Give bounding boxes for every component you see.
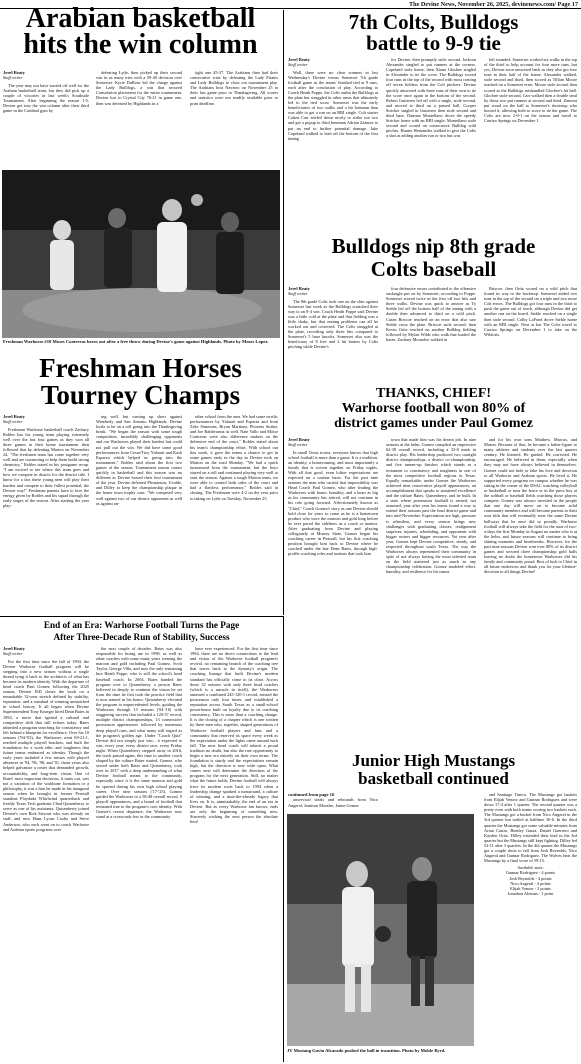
colts-headline: [286, 12, 581, 54]
bulldogs-text-2: four defensive errors contributed to the offensive onslaught put on by Somerset, according to Poppe. Somerset scored twice in the first off two hits and three walks. Devine was quick to answer as Ty Stehle led off the bottom half of the inning with a double then advanced to third on a wild pitch. Casen Briscoe reached on an error that also saw Stehle cross the plate. Briscoe stole second, then Kevin Ortiz reached on another Bulldog fielding followed by Mylan Wilds who walk that loaded the bases. Zachary Montalvo walked in: [386, 286, 476, 342]
arabian-byline-role: Staff writer: [3, 75, 23, 81]
page-header-text: The Devine News, November 26, 2025, devinenews.com/ Page 17: [409, 1, 578, 8]
era-headline-line1: End of an Era: Warhorse Football Turns the Page: [43, 620, 240, 630]
bulldogs-headline-line2: Colts baseball: [370, 257, 497, 281]
chief-text-3: and for his own sons Matthew, Marcus, and Mason. Because of that, he became a father-figure to many athletes and students over the last quarter century. He listened. He guided. He corrected. He encouraged. He believed in them, especially when they may not have always believed in themselves. Gomez could not hide or fake his love and devotion to all Warhorse and Arabian sports. He lived it. He supported every program on campus whether he was sitting in the corner of the DSAC watching volleyball or basketball or near the fence or in the press box at the softball or baseball fields watching those players compete. Gomez was always invested in the people that one day will move on to become solid community members and will become parents to their own kids that will eventually wear the same Devine hallways that he once did so proudly. Warhorse football will always take the field for the start of two-a-days the first Monday in August no matter who is at the helm, and future seasons will continue to bring shining moments and heartbreaks. However, for the past nine seasons Devine won over 80% of its district games and secured three championship gold balls leaving no doubt the hometown Warhorses did his family and community proud. Best of luck to Chief in all future endeavors and thank you for your lifetime-devotion to all things Devine!: [484, 437, 577, 575]
era-text-1: For the first time since the fall of 1994, the Devine Warhorse football program will be stepping into a new season without a single thread tying it back to the architects of what has become its modern identity. With the departure of head coach Paul Gomez following the 2025 season, Devine ISD closes the book on a remarkable 32-year stretch defined by stability, reputation, and a standard of winning unmatched in school history. It all began when Devine Superintendent Tony Krueger hired Dean Bates in 1994, a move that ignited a cultural and competitive shift that still echoes today. Bates inherited a program searching for consistency and left behind a blueprint for excellence. Over his 10 seasons ('94-'03), the Warhorses went 69-21-1, reached multiple playoff brackets, and built the foundation for a work ethic and toughness that future teams embraced as identity. Though the early years included a few misses with playoff absences in '94, '96, '98, and '01, those years also helped galvanize a roster that demanded growth, accountability, and long-term vision. One of Bates' most important decisions, it turns out, was not a variation of the wishbone formation or a philosophy, it was a hire he made in his inaugural season when he brought in former Pearsall standout Floydada Whirlwind quarterback and freshly Texas Tech graduate Chad Quisenberry to serve as one of his assistants. Quisenberry joined Devine's own Rick Stewart who was already on staff, and now Hans Lyons Cozby and Steve Anderson, who each went on to coach Warhorse and Arabian sports programs over: [3, 658, 89, 832]
era-byline-role: Staff writer: [3, 651, 23, 657]
stat-line: Josh Reynolds - 4 points: [509, 875, 552, 881]
freshman-photo-caption: Freshman Warhorse #10 Moses Contreras boxes out after a free throw during Devine's game against Highlands. Photo by Moses Lopez.: [3, 339, 269, 344]
mustangs-photo-caption: JV Mustang Gavin Alvarado pushed the ball in transition. Photo by Moble Byrd.: [287, 1048, 446, 1053]
arabian-byline: Jerel Beaty: [3, 70, 25, 75]
mustangs-stats-list: [484, 870, 577, 895]
arabian-headline: [0, 3, 281, 60]
bottom-column-divider: [283, 616, 284, 1062]
bulldogs-headline-line1: Bulldogs nip 8th grade: [331, 234, 536, 258]
colts-headline-line2: battle to 9-9 tie: [366, 31, 501, 55]
mustangs-col1b: [386, 792, 476, 812]
chief-col2: [386, 437, 476, 749]
stat-line: Nico Angeral - 4 points: [510, 880, 551, 886]
mustangs-headline: [286, 752, 581, 788]
mustangs-text-2: and Santiago Tineco. The Mustangs got baskets from Elijah Venzor and Gunnar Rodriguez and were down 17-4 after 1 quarter. The second quarter was a pretty even with both teams scoring two baskets each. The Mustangs got a bucket from Nico Angeral in the 3rd quarter but trailed at halftime 36-6. In the third quarter the Mustangs got some valuable minutes from Arian Castro, Bentley Garza, Daniel Guerrero and Kayden Ortiz. Dilley extended their lead in the 3rd quarter but the Mustangs still kept fighting. Dilley led 52-11 after 3 quarters. In the 4th quarter the Mustangs got a couple shots to fall from Josh Reynolds, Nico Angeral and Gunnar Rodriguez. The Wolves beat the Mustangs by a final score of 59-15.: [484, 792, 577, 864]
arabian-text-2: defeating Lytle, then picked up their second win in as many tries with a 59-40 decision over Somerset. Kyrie DuBose led the charge against the Lady Bulldogs, a win that secured Consolation placement for the entire tournament. Devine lost to Crystal City 76-21 in game one, then was defeated by Highlands in a: [96, 70, 182, 106]
bulldogs-text-3: Briscoe, then Ortiz scored on a wild pitch that found its way to the backstop. Somerset added two runs in the top of the second on a triple and two more Colt errors. The Bulldogs got four runs in the third to push the game out of reach, although Devine did get another run on the board. Stehle reached on a single then stole second. Colby LaFond drove Stehle home with an RBI single. Next at bat The Colts travel to Carrizo Springs on December 1 to take on the Wildcats.: [484, 286, 577, 337]
arabian-text-1: The year may not have started off well for the Arabian basketball team, but they did pick up a couple of victories in last week's Southside Tournament. After beginning the season 1-5, Devine got into the win column after their third game in the Cardinal gym by: [3, 82, 89, 113]
chief-byline: Jerel Beaty: [288, 437, 310, 442]
mustangs-photo-image: [287, 814, 474, 1046]
colts-text-1: Well, there were no clear winners in last Wednesday's Devine versus Somerset 7th grade football game as the teams' finished tied at 9 runs, each after the conclusion of play. According to Coach Heath Poppe, the Colts outhit the Bulldogs at the plate but struggled in other areas that ultimately led to the tied score. Somerset was the early beneficiaries of two walks and a hit batsman than was able to get a run on an RBI single. Colt starter Cohen Carr settled down nicely to strike out two and get a popup to third baseman Adrian Zamora to put an end to further potential damage. Jake Copeland walked to lead off the bottom of the first inning: [288, 69, 378, 141]
colts-col1: [288, 57, 378, 229]
freshman-col1: [3, 414, 89, 614]
column-divider: [283, 10, 284, 615]
colts-col3: [484, 57, 577, 229]
era-col2: [96, 646, 182, 1062]
colts-byline: Jerel Beaty: [288, 57, 310, 62]
colts-byline-role: Staff writer: [288, 62, 308, 68]
stat-line: Gunnar Rodriguez - 4 points: [505, 870, 556, 876]
mustangs-col1: [288, 792, 378, 812]
chief-headline: [286, 386, 581, 431]
bulldogs-col3: [484, 286, 577, 384]
colts-text-3: left stranded. Somerset worked six walks in the top of the third to help account for four more runs, but yes, Devine soon answered back as they also got four runs in their half of the frame. Alexander walked, stole second and third, then scored as Tillian Moore reached on a Somerset error. Moore stole second then scored as the Bulldogs mishandled Glochee's hit ball. Glochee stole second, Carr walked then a double steal by those two put runners at second and third. Zamora put wood on the ball to Somerset's shortstop who booted it, allowing both to score to tie the game. The Colts are now 2-0-1 on the season and travel to Carrizo Springs on December 1.: [484, 57, 577, 124]
bulldogs-text-1: The 8th grade Colts took one on the chin against Somerset last week as the Bulldogs scratched their way to an 8-4 win. Coach Heath Poppe said Devine was a little cold at the plate and that fielding was a little shaky, but that onning problems can all be worked out and corrected. The Colts struggled at the plate, recording only three hits compared to Somerset's 5 base knocks. Somerset also was the beneficiary of 8 free and 2 hit batters by Colts pitching while Devine's: [288, 298, 378, 350]
era-col1: [3, 646, 89, 1062]
freshman-photo-image: [2, 170, 280, 338]
era-byline: Jerel Beaty: [3, 646, 25, 651]
freshman-text-1: Freshman Warhorse basketball coach Zachary Robles has his young team playing extremely well over the last four games as they won all three games in their home tournament then followed that by defeating Marion on November 24. "The freshmen team has come together very well and are connecting to help them build strong chemistry," Robles stated in his postgame recap. "I am excited to see where this team goes and how we compete in district for the district title. I know for a fact these young men will play their hardest and compete to their fullest potential, the Devine way!" Freshman parents have to love the energy given by Robles and his squad through the early stages of the season. After starting the year play-: [3, 426, 89, 508]
chief-text-1: In small Texas towns, everyone knows that high school football is more than a game. It is a tradition, an identity, a homecoming, and most importantly a family that is woven together on Friday nights. With all that good, even loftier expectations are expected on a routine basis. For the past nine seasons the man who carried that impossibility was Head Coach Paul Gomez, who after leading the Warhorses with honor, humility, and a heart as big as his community has retired, will not continue in his role going forward. Affectionately known as "Chief," Coach Gomez's story as one Devine should hold close for years to come as he is a hometown product who wore the maroon and gold long before he ever paced the sidelines as a coach or mentor. After graduating from Devine and playing collegiately at Murray State, Gomez began his coaching career in Pearsall, but his first coaching position brought him back to Devine where he coached under the late Dean Bates, through high-profile coaching roles and stations that took him: [288, 449, 378, 557]
mustangs-headline-line2: basketball continued: [358, 769, 509, 788]
chief-col3: [484, 437, 577, 749]
bulldogs-col1: [288, 286, 378, 384]
chief-headline-line3: district games under Paul Gomez: [334, 416, 533, 431]
bulldogs-headline: [286, 235, 581, 281]
colts-col2: [386, 57, 476, 229]
mustangs-headline-line1: Junior High Mustangs: [351, 751, 516, 770]
era-text-3: have ever experienced. For the first time since 1994, there are no direct connections to the lead and vision of the Warhorse football program's revival, no remaining branch of the coaching tree that traces back to the dynasty's origin. The coaching lineage that built Devine's modern standard has officially come to its close. Across those 32 seasons with only three head coaches (which is a miracle in itself), the Warhorses amassed a combined 245-120-1 record, missed the postseason only four times, and established a reputation across South Texas as a small-school powerhouse built on loyalty due to its coaching consistency. This is more than a coaching change. It is the closing of a chapter which is one written by three men who, together, shaped generations of Warhorse football players and fans and a community that reserved its space every week as the expectation under the lights came around each fall. The next head coach will inherit a proud tradition no doubt, but also the rare opportunity to begin a new era entirely on their own terms. The foundation is sturdy and the expectations remain high, but the direction is now wide open. What comes next will determine the direction of the program for the next generation. Still, no matter what the future holds, Devine football will always trace its modern roots back to 1994 when a leadership change sparked a turnaround, a culture of winning, and a time-the-already legacy that lives on. It is, unmistakably, the end of an era in Devine. But as every Warhorse fan knows, ends are only the beginning of something new. Sincerely wishing the next person the absolute best!: [190, 646, 278, 825]
era-headline-line2: After Three-Decade Run of Stability, Success: [53, 632, 230, 642]
freshman-photo: [2, 170, 280, 338]
era-headline: [0, 619, 283, 643]
chief-byline-role: Staff writer: [288, 442, 308, 448]
bulldogs-col2: [386, 286, 476, 384]
bulldogs-byline: Jerel Beaty: [288, 286, 310, 291]
freshman-text-3: other school from the area. We had some terrific performances by Yidaarit and Esparza and from Zeke Simmons, Bryan Martinez, Phoenix Stuber, and Joe Balderrama as well. Nate Vallo and Moise Contreras were also difference makers on the defensive end of the court," Robles stated about his team's championship effort. With school out this week, it gave the teams a chance to get in some games early in the day as Devine took on Marion on the road Monday. "We had a quick turnaround from the tournament, but the boys stayed on a roll and continued playing very well to start the season. Against a tough Marion team, we were able to control both sides of the court and had a flawless performance," Robles said in closing. The Freshman were 4-2 on the year prior to taking on Lytle on Tuesday, November 25.: [190, 414, 278, 501]
era-col3: [190, 646, 278, 1062]
freshman-headline: [0, 355, 281, 409]
mustangs-text-1: onservical steals and rebounds from Nico Angeral, Jamison Morales, Jaime Gomez: [288, 797, 378, 808]
mustangs-continued: continued from page 16: [288, 792, 335, 797]
era-top-rule: [0, 616, 283, 617]
freshman-byline: Jerel Beaty: [3, 414, 25, 419]
freshman-text-2: ing well, but coming up short against Weatherly and San Antonio Highlands, Devine looks to be on a roll going into the Thanksgiving break. "We began the season with some tough competition, incredibly challenging opponents and our Warhorses played their hardest but could not pull out the win. We did have some good performances from Cesar/Troy Yidaarit and Kash Esparza which helped us going into the tournament," Robles said about the first two games of the season. Tournament season comes quickly in basketball and this season was no different as Devine hosted their first tournament of the year. Devine defeated Pleasanton, Uvalde, and Dilley to keep the championship plaque in the home town trophy case. "We competed very well against two of our district opponents as well as against an-: [96, 414, 182, 506]
mustangs-stats-label: Available stats:: [517, 865, 544, 871]
colts-text-2: for Devine, then promptly stole second. Jackson Alexander singled to put runners at the corners. Copeland stole home, then Xiana Gloshee singled in Alexander to tie the score. The Bulldogs scored four runs in the top of the second with most coming off seven fielders from the Colt pitchers. Devine quickly answered with three runs of their own to tie the score once again in the bottom of the second. Robert Gutierrez led off with a single, stole second, and moved to third on a passed ball. Cooper Stricker singled in Gutierrez then stole second and third base. Damian Montellano drove the speedy Stricker home with an RBI single. Montellano stole second and scored on consecutive Bulldog wild pitches. Hunter Hernandez walked to give the Colts a shot at adding another run or two but was: [386, 57, 476, 139]
arabian-text-3: tight one 45-37. The Arabians then had their consecutive wins by defeating the Lady Pirates and Lady Bulldogs to close out tournament play. The Arabians host Navarro on November 25 in their last game prior to Thanksgiving. All scores and statistics were not readily available prior to print deadline.: [190, 70, 278, 106]
colts-headline-line1: 7th Colts, Bulldogs: [348, 10, 519, 34]
stat-line: Elijah Venzor - 2 points: [510, 885, 551, 891]
stat-line: Jonathon Aleman - 1 point: [507, 890, 554, 896]
freshman-col2: [96, 414, 182, 614]
arabian-headline-line2: hits the win column: [23, 29, 258, 60]
chief-col1: [288, 437, 378, 749]
chief-headline-line1: THANKS, CHIEF!: [375, 386, 492, 401]
era-text-2: the next couple of decades. Bates was also responsible for hiring me in 1998, as well as other coaches with some many years wearing the maroon and gold including Paul Gomez, Scott Taylor, George Villa, and now the only remaining hire Heath Poppe, who is still the school's head baseball coach. In 2004, Bates handed the program over to Quisenberry, a person Bates believed in deeply to continue the vision he set from the time he first took the practice field that is now named in his honor. Quisenberry elevated the program to unprecedented levels, guiding the Warhorses through 13 seasons ('04-'16) with staggering success that included a 120-37 record, multiple district championships, 13 consecutive postseason appearances followed by numerous deep playoff runs, and what many will regard as the program's golden age. Under "Coach Quiz" Devine did not simply just win... it expected to win, every year, every district race, every Friday night. When Quisenberry stepped away in 2016, the torch passed again, this time to another coach shaped by the culture Bates started. Gomez, who served under both Bates and Quisenberry, took over in 2017 with a deep understanding of what Devine football meant to the community, especially since it is the same maroon and gold he sported during his own high school playing career. Over nine seasons ('17-'25), Gomez guided the Warhorses to a 58-48 overall record, 9 playoff appearances, and a brand of football that remained true to the program's core identity. With Gomez's recent departure, the Warhorses now stand at a crossroads few in the community: [96, 646, 182, 820]
freshman-byline-role: Staff writer: [3, 419, 23, 425]
mustangs-photo: [287, 814, 474, 1046]
freshman-col3: [190, 414, 278, 614]
arabian-headline-line1: Arabian basketball: [25, 3, 256, 34]
bulldogs-byline-role: Staff writer: [288, 291, 308, 297]
mustangs-col2: [484, 792, 577, 1062]
freshman-headline-line1: Freshman Horses: [39, 353, 242, 383]
chief-text-2: town that made him was his dream job. In nine seasons at the helm, Gomez compiled an impressive 62-39 overall record, including a 33-8 mark in district play. His leadership produced two outright district championships, a district co-championship, and five runner-up finishes which stands as a testament to consistency and toughness in one of the most competitive football regions in Texas. Equally remarkable, under Gomez the Warhorses achieved nine consecutive playoff appearances, an accomplishment that speaks to sustained excellence and the culture Bates, Quisenberry, and he built. In a state where postseason football is earned, not assumed, year after year his teams found a way to extend their seasons past the final district game and into mid-November. Expectations are high, pressure is relentless, and every season brings new challenges with graduating classes, realignment surprises, injuries, scheduling, and opponents with bigger rosters and bigger resources. Yet year after year, Gomez kept Devine competitive, steady, and respected throughout south Texas. The way the Warhorses always represented their community in spite of not always having the most talented team on the field mattered just as much as any championship celebration. Gomez modeled effort, humility, and resilience for his teams: [386, 437, 476, 575]
chief-headline-line2: Warhorse football won 80% of: [341, 401, 526, 416]
freshman-headline-line2: Tourney Champs: [40, 380, 241, 410]
